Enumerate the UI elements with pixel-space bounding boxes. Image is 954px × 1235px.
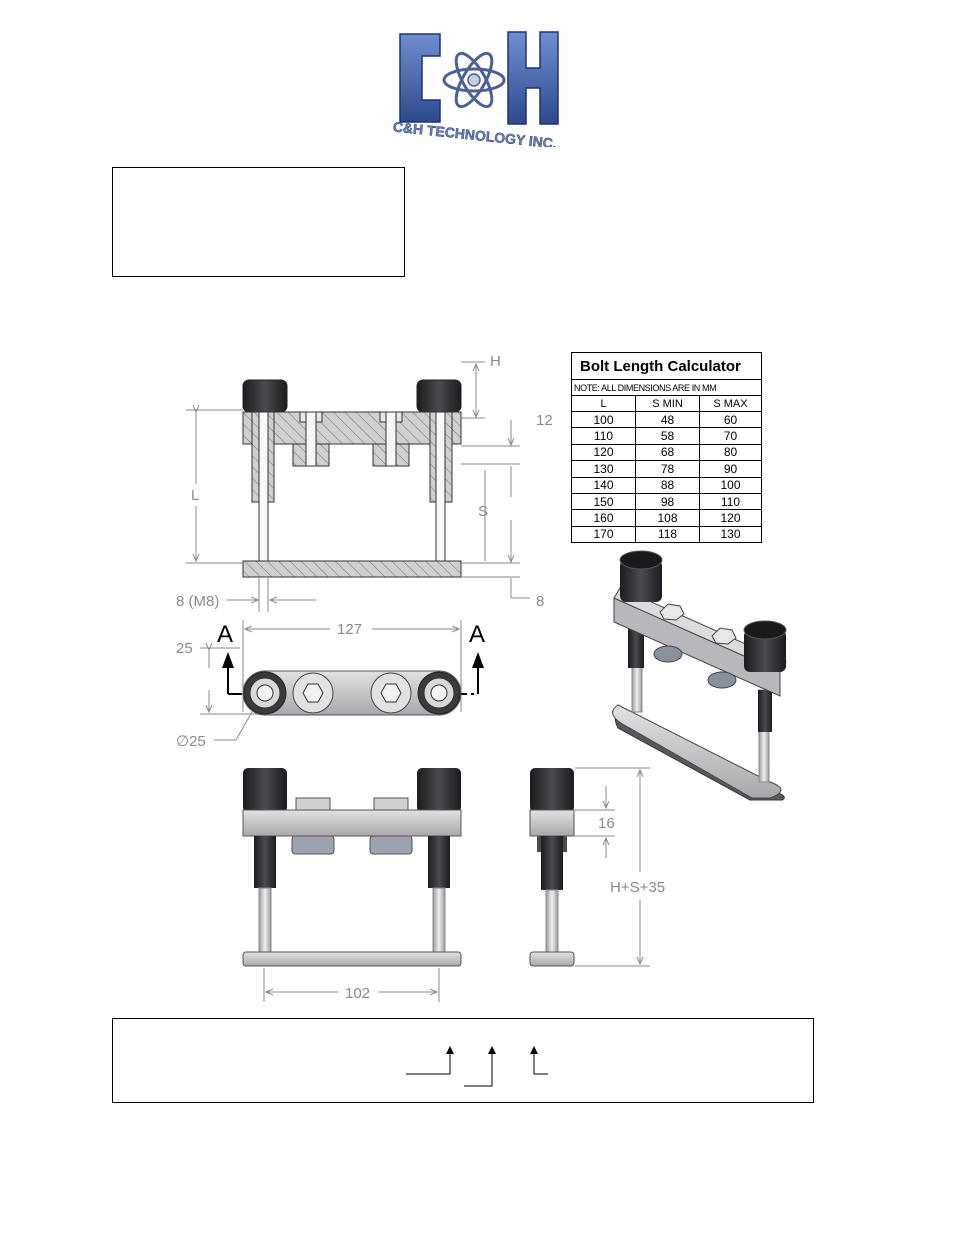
inner-nut-right	[373, 444, 409, 466]
top-view	[176, 620, 485, 750]
cell-l: 170	[572, 526, 636, 542]
cell-s-max: 110	[700, 493, 762, 509]
header-s-max: S MAX	[700, 396, 762, 412]
bolt-length-table	[571, 352, 762, 543]
dim-25: 25	[176, 640, 193, 657]
cell-l: 160	[572, 510, 636, 526]
left-rod	[259, 412, 268, 577]
cell-l: 150	[572, 493, 636, 509]
cell-l: 130	[572, 461, 636, 477]
left-cap	[243, 380, 287, 412]
table-row	[572, 444, 762, 460]
dim-127: 127	[337, 621, 363, 638]
order-code-box	[112, 1018, 814, 1103]
cell-l: 120	[572, 444, 636, 460]
dim-102: 102	[345, 985, 371, 1002]
header-s-min: S MIN	[636, 396, 700, 412]
table-row	[572, 461, 762, 477]
inner-nut-left	[293, 444, 329, 466]
top-bar-plan	[243, 671, 461, 715]
section-label-left: A	[217, 621, 234, 648]
cell-s-max: 90	[700, 461, 762, 477]
front-top-bar	[243, 810, 461, 836]
cell-s-min: 108	[636, 510, 700, 526]
table-row	[572, 493, 762, 509]
cell-s-min: 68	[636, 444, 700, 460]
top-view-holes	[244, 672, 460, 714]
cell-s-max: 80	[700, 444, 762, 460]
inner-bolt-shaft-right	[386, 412, 396, 466]
cell-s-min: 78	[636, 461, 700, 477]
dim-16: 16	[598, 815, 615, 832]
side-view	[530, 768, 665, 966]
dim-8: 8	[536, 593, 545, 610]
dim-dia-25: ∅25	[176, 733, 206, 750]
cell-s-max: 130	[700, 526, 762, 542]
cell-s-min: 98	[636, 493, 700, 509]
front-bottom-bar	[243, 952, 461, 966]
cell-s-min: 88	[636, 477, 700, 493]
cell-s-max: 60	[700, 412, 762, 428]
front-left-cap	[243, 768, 287, 812]
table-title: Bolt Length Calculator	[572, 353, 762, 380]
table-row	[572, 477, 762, 493]
cell-s-max: 100	[700, 477, 762, 493]
dim-total-height: H+S+35	[610, 879, 666, 896]
inner-bolt-shaft-left	[306, 412, 316, 466]
front-view	[243, 768, 461, 1002]
dim-12: 12	[536, 412, 553, 429]
table-row	[572, 526, 762, 542]
section-label-right: A	[469, 621, 486, 648]
bottom-bar-section	[243, 561, 461, 577]
cell-s-max: 70	[700, 428, 762, 444]
header-l: L	[572, 396, 636, 412]
table-row	[572, 412, 762, 428]
dim-s: S	[478, 503, 489, 520]
right-sleeve	[430, 412, 452, 502]
cell-s-min: 118	[636, 526, 700, 542]
right-rod	[436, 412, 445, 577]
dim-l: L	[191, 487, 200, 504]
cell-s-max: 120	[700, 510, 762, 526]
cell-s-min: 58	[636, 428, 700, 444]
cell-s-min: 48	[636, 412, 700, 428]
inner-bolt-left	[300, 412, 322, 422]
info-box	[112, 167, 405, 277]
top-bar-section	[243, 412, 461, 444]
inner-bolt-right	[380, 412, 402, 422]
dim-h: H	[490, 353, 501, 370]
cell-l: 100	[572, 412, 636, 428]
dim-bolt-dia: 8 (M8)	[176, 593, 220, 610]
logo-company-text: C&H TECHNOLOGY INC.	[392, 118, 558, 147]
section-view	[176, 353, 553, 612]
isometric-view	[613, 551, 786, 800]
table-note: NOTE: ALL DIMENSIONS ARE IN MM	[572, 380, 762, 396]
company-logo	[380, 22, 570, 147]
cell-l: 140	[572, 477, 636, 493]
right-cap	[417, 380, 461, 412]
logo-graphic	[380, 22, 570, 147]
front-right-cap	[417, 768, 461, 812]
left-sleeve	[252, 412, 274, 502]
cell-l: 110	[572, 428, 636, 444]
table-row	[572, 510, 762, 526]
table-row	[572, 428, 762, 444]
